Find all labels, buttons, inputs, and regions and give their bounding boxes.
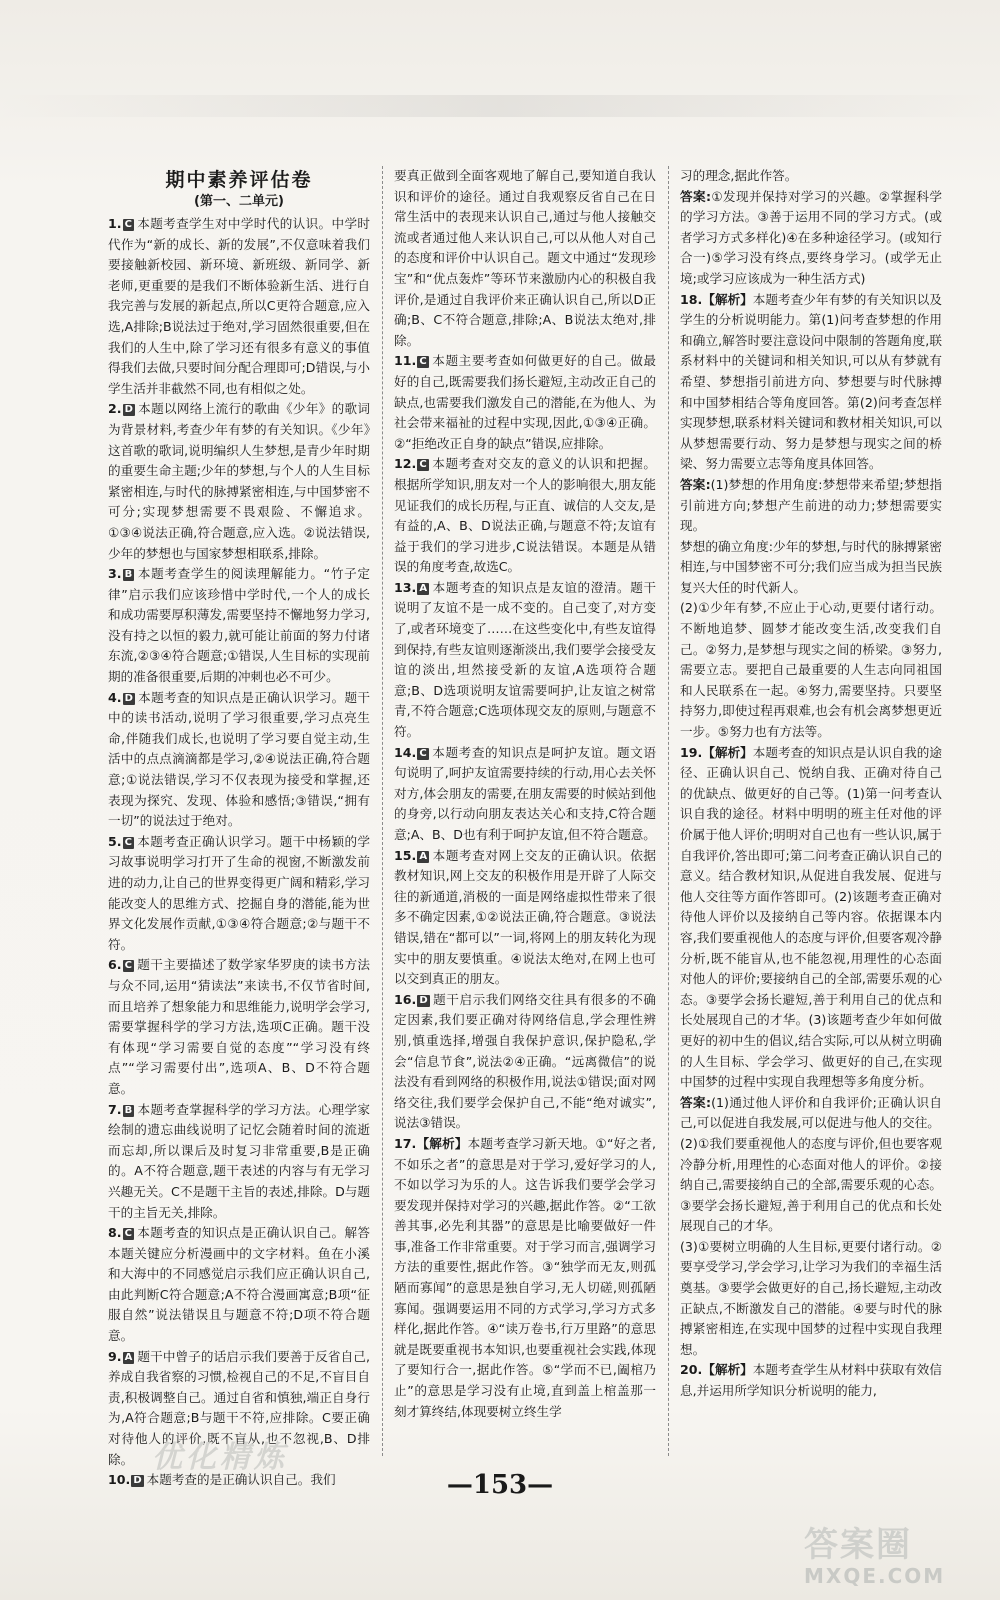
answer-item <box>680 537 942 599</box>
answer-text: 要真正做到全面客观地了解自己,要知道自我认识和评价的途径。通过自我观察反省自己在日常生活中的表现来认识自己,通过与他人接触交流或者通过他人来认识自己,可以从他人对自己的态度和评价中认识自己。题文中通过“发现珍宝”和“优点轰炸”等环节来激励内心的积极自我评价,是通过自我评价来正确认识自己,所以D正确;B、C不符合题意,排除;A、B说法太绝对,排除。 <box>394 168 656 348</box>
answer-label: 答案: <box>680 476 711 492</box>
answer-text: 本题考查学生对中学时代的认识。中学时代作为“新的成长、新的发展”,不仅意味着我们要接触新校园、新环境、新班级、新同学、新老师,更重要的是我们不断体验新生活、进行自我完善与发展的新起点,所以C更符合题意,应入选,A排除;B说法过于绝对,学习固然很重要,但在我们的人生中,除了学习还有很多有意义的事值得我们去做,只要时间分配合理即可;D错误,与小学生活并非截然不同,也有相似之处。 <box>108 216 370 396</box>
answer-text: 题干中曾子的话启示我们要善于反省自己,养成自我省察的习惯,检视自己的不足,不盲目自责,积极调整自己。通过自省和慎独,端正自身行为,A符合题意;B与题干不符,应排除。C要正确对待他人的评价,既不盲从,也不忽视,B、D排除。 <box>108 1348 370 1467</box>
answer-item <box>108 564 370 688</box>
answer-item <box>108 832 370 956</box>
question-number: 4. <box>108 689 122 705</box>
column-middle <box>394 166 656 1466</box>
answer-choice-badge: D <box>124 692 133 704</box>
answer-text: 本题以网络上流行的歌曲《少年》的歌词为背景材料,考查少年有梦的有关知识。《少年》这首歌的歌词,说明编织人生梦想,是青少年时期的重要生命主题;少年的梦想,与个人的人生目标紧密相连,与时代的脉搏紧密相连,与中国梦密不可分;实现梦想需要不畏艰险、不懈追求。①③④说法正确,符合题意,应入选。②说法错误,少年的梦想也与国家梦想相联系,排除。 <box>108 401 370 561</box>
answer-item <box>680 1134 942 1237</box>
question-number: 10. <box>108 1472 131 1488</box>
site-watermark-url: MXQE.COM <box>804 1564 946 1588</box>
answer-choice-badge: D <box>133 1475 142 1487</box>
answer-choice-badge: D <box>124 404 133 416</box>
answer-item <box>108 1223 370 1347</box>
site-watermark-text: 答案圈 <box>804 1525 912 1565</box>
question-number: 2. <box>108 401 122 417</box>
question-number: 18. <box>680 291 703 307</box>
answer-choice-badge: C <box>124 836 132 848</box>
answer-text: 本题主要考查如何做更好的自己。做最好的自己,既需要我们扬长避短,主动改正自己的缺点,也需要我们激发自己的潜能,在为他人、为社会带来福祉的过程中实现,因此,①③④正确。②“拒绝改正自身的缺点”错误,应排除。 <box>394 353 656 451</box>
answer-item <box>394 166 656 351</box>
answer-choice-badge: C <box>124 960 132 972</box>
column-left <box>108 168 370 1488</box>
answer-choice-badge: C <box>124 219 132 230</box>
answer-item <box>394 578 656 743</box>
analysis-tag: 【解析】 <box>416 1135 468 1151</box>
answer-item <box>680 290 942 475</box>
answer-choice-badge: A <box>124 1351 133 1363</box>
question-number: 20. <box>680 1362 703 1378</box>
answer-item <box>680 475 942 537</box>
question-number: 7. <box>108 1101 122 1117</box>
answer-text: (3)①要树立明确的人生目标,更要付诸行动。②要享受学习,学会学习,让学习为我们的幸福生活奠基。③要学会做更好的自己,扬长避短,主动改正缺点,不断激发自己的潜能。④要与时代的脉搏紧密相连,在实现中国梦的过程中实现自我理想。 <box>680 1238 942 1357</box>
answer-list-right <box>680 166 942 1402</box>
answer-text: 本题考查的知识点是正确认识学习。题干中的读书活动,说明了学习很重要,学习点亮生命,伴随我们成长,也说明了学习要自觉主动,生活中的点点滴滴都是学习,②④说法正确,符合题意;①说法错误,学习不仅表现为接受和掌握,还表现为探究、发现、体验和感悟;③错误,“拥有一切”的说法过于绝对。 <box>108 689 370 829</box>
answer-item <box>680 743 942 1093</box>
question-number: 6. <box>108 957 122 973</box>
answer-choice-badge: B <box>124 1104 133 1116</box>
answer-text: (1)通过他人评价和自我评价;正确认识自己,可以促进自我发展,可以促进与他人的交往。 <box>680 1094 942 1131</box>
answer-item <box>680 1360 942 1401</box>
answer-choice-badge: A <box>419 582 428 594</box>
answer-item <box>680 187 942 290</box>
answer-item <box>108 688 370 832</box>
question-number: 3. <box>108 566 122 582</box>
question-number: 19. <box>680 744 703 760</box>
answer-item <box>680 598 942 742</box>
answer-item <box>394 351 656 454</box>
answer-text: 梦想的确立角度:少年的梦想,与时代的脉搏紧密相连,与中国梦密不可分;我们应当成为担当民族复兴大任的时代新人。 <box>680 538 942 595</box>
answer-choice-badge: D <box>419 994 428 1006</box>
question-number: 13. <box>394 579 417 595</box>
column-divider <box>668 166 670 1456</box>
answer-item <box>394 990 656 1134</box>
answer-text: ①发现并保持对学习的兴趣。②掌握科学的学习方法。③善于运用不同的学习方式。(或者学习方式多样化)④在多种途径学习。(或知行合一)⑤学习没有终点,要终身学习。(或学无止境;或学习应该成为一种生活方式) <box>680 188 942 286</box>
column-right <box>680 166 942 1466</box>
question-number: 5. <box>108 833 122 849</box>
answer-item <box>680 1093 942 1134</box>
answer-item <box>108 214 370 399</box>
answer-item <box>394 743 656 846</box>
answer-text: 本题考查的知识点是正确认识自己。解答本题关键应分析漫画中的文字材料。鱼在小溪和大海中的不同感觉启示我们应正确认识自己,由此判断C符合题意;A不符合漫画寓意;B项“征服自然”说法错误且与题意不符;D项不符合题意。 <box>108 1225 370 1344</box>
question-number: 14. <box>394 744 417 760</box>
answer-item <box>680 166 942 187</box>
answer-choice-badge: C <box>419 356 427 368</box>
scan-smudge <box>0 95 1000 117</box>
site-watermark <box>804 1526 974 1596</box>
question-number: 11. <box>394 353 417 369</box>
answer-text: 本题考查的知识点是认识自我的途径、正确认识自己、悦纳自我、正确对待自己的优缺点、做更好的自己等。(1)第一问考查认识自我的途径。材料中明明的班主任对他的评价属于他人评价;明明对自己也有一些认识,属于自我评价,答出即可;第二问考查正确认识自己的意义。结合教材知识,从促进自我发展、促进与他人交往等方面作答即可。(2)该题考查正确对待他人评价以及接纳自己等内容。依据课本内容,我们要重视他人的态度与评价,但要客观冷静分析,既不能盲从,也不能忽视,用理性的心态面对他人的评价;要接纳自己的全部,需要乐观的心态。③要学会扬长避短,善于利用自己的优点和长处展现自己的才华。(3)该题考查少年如何做更好的初中生的倡议,结合实际,可以从树立明确的人生目标、学会学习、做更好的自己,在实现中国梦的过程中实现自我理想等多角度分析。 <box>680 744 943 1090</box>
page-number: —153— <box>446 1470 554 1500</box>
answer-text: 本题考查正确认识学习。题干中杨颖的学习故事说明学习打开了生命的视窗,不断激发前进的动力,让自己的世界变得更广阔和精彩,学习能改变人的思维方式、挖掘自身的潜能,能为世界文化发展作贡献,①③④符合题意;②与题干不符。 <box>108 833 370 952</box>
analysis-tag: 【解析】 <box>702 744 753 760</box>
answer-text: 题干主要描述了数学家华罗庚的读书方法与众不同,运用“猜读法”来读书,不仅节省时间,而且培养了想象能力和思维能力,说明学会学习,需要掌握科学的学习方法,选项C正确。题干没有体现“学习需要自觉的态度”“学习没有终点”“学习需要付出”,选项A、B、D不符合题意。 <box>108 957 370 1096</box>
answer-choice-badge: B <box>124 569 133 581</box>
answer-text: 本题考查的知识点是友谊的澄清。题干说明了友谊不是一成不变的。自己变了,对方变了,或者环境变了……在这些变化中,有些友谊得到保持,有些友谊则逐渐淡出,我们要学会接受友谊的淡出,坦然接受新的友谊,A选项符合题意;B、D选项说明友谊需要呵护,让友谊之树常青,不符合题意;C选项体现交友的原则,与题意不符。 <box>394 579 656 740</box>
question-number: 17. <box>394 1135 417 1151</box>
answer-text: 本题考查掌握科学的学习方法。心理学家绘制的遗忘曲线说明了记忆会随着时间的流逝而忘却,所以课后及时复习非常重要,B是正确的。A不符合题意,题干表述的内容与有无学习兴趣无关。C不是题干主旨的表述,排除。D与题干的主旨无关,排除。 <box>108 1101 370 1220</box>
question-number: 16. <box>394 991 417 1007</box>
page-title: 期中素养评估卷 <box>165 169 313 191</box>
answer-label: 答案: <box>680 188 711 204</box>
answer-text: (2)①我们要重视他人的态度与评价,但也要客观冷静分析,用理性的心态面对他人的评价。②接纳自己,需要接纳自己的全部,需要乐观的心态。③要学会扬长避短,善于利用自己的优点和长处展现自己的才华。 <box>680 1135 942 1234</box>
answer-label: 答案: <box>680 1094 712 1110</box>
answer-text: 本题考查少年有梦的有关知识以及学生的分析说明能力。第(1)问考查梦想的作用和确立,解答时要注意设问中限制的答题角度,联系材料中的关键词和相关知识,可以从有梦就有希望、梦想指引前进方向、梦想要与时代脉搏和中国梦相结合等角度回答。第(2)问考查怎样实现梦想,联系材料关键词和教材相关知识,可以从梦想需要行动、努力是梦想与现实之间的桥梁、努力需要立志等角度具体回答。 <box>680 291 943 472</box>
question-number: 8. <box>108 1225 122 1241</box>
answer-item <box>108 399 370 564</box>
answer-text: 本题考查学生从材料中获取有效信息,并运用所学知识分析说明的能力, <box>680 1362 943 1399</box>
answer-item <box>394 1134 656 1422</box>
answer-item <box>108 1100 370 1224</box>
answer-text: 本题考查对交友的意义的认识和把握。根据所学知识,朋友对一个人的影响很大,朋友能见证我们的成长历程,与正直、诚信的人交友,是有益的,A、B、D说法正确,与题意不符;友谊有益于我们的学习进步,C说法错误。本题是从错误的角度考查,故选C。 <box>394 456 656 575</box>
answer-text: 本题考查学生的阅读理解能力。“竹子定律”启示我们应该珍惜中学时代,一个人的成长和成功需要厚积薄发,需要坚持不懈地努力学习,没有持之以恒的毅力,就可能让前面的努力付诸东流,②③④符合题意;①错误,人生目标的实现前期的准备很重要,后期的冲刺也必不可少。 <box>108 566 370 685</box>
answer-text: 本题考查的知识点是呵护友谊。题文语句说明了,呵护友谊需要持续的行动,用心去关怀对方,体会朋友的需要,在朋友需要的时候站到他的身旁,以行动向朋友表达关心和支持,C符合题意;A、B、D也有利于呵护友谊,但不符合题意。 <box>394 744 656 842</box>
answer-item <box>394 846 656 990</box>
publisher-watermark: 优化精炼 <box>152 1440 288 1475</box>
question-number: 1. <box>108 216 122 231</box>
answer-text: 本题考查学习新天地。①“好之者,不如乐之者”的意思是对于学习,爱好学习的人,不如以学习为乐的人。这告诉我们要学会学习要发现并保持对学习的兴趣,据此作答。②“工欲善其事,必先利其器”的意思是比喻要做好一件事,准备工作非常重要。对于学习而言,强调学习方法的重要性,据此作答。③“独学而无友,则孤陋而寡闻”的意思是独自学习,无人切磋,则孤陋寡闻。强调要运用不同的方式学习,学习方式多样化,据此作答。④“读万卷书,行万里路”的意思就是既要重视书本知识,也要重视社会实践,体现了要知行合一,据此作答。⑤“学而不已,阖棺乃止”的意思是学习没有止境,直到盖上棺盖那一刻才算终结,体现要树立终生学 <box>394 1135 657 1419</box>
answer-item <box>108 955 370 1099</box>
answer-choice-badge: C <box>419 459 427 471</box>
answer-list-left <box>108 214 370 1491</box>
answer-list-middle <box>394 166 656 1422</box>
answer-item <box>680 1237 942 1361</box>
answer-item <box>394 454 656 578</box>
question-number: 9. <box>108 1348 122 1364</box>
answer-text: (2)①少年有梦,不应止于心动,更要付诸行动。不断地追梦、圆梦才能改变生活,改变我们自己。②努力,是梦想与现实之间的桥梁。③努力,需要立志。要把自己最重要的人生志向同祖国和人民联系在一起。④努力,需要坚持。只要坚持努力,即使过程再艰难,也会有机会离梦想更近一步。⑤努力也有方法等。 <box>680 600 942 740</box>
page-subtitle: (第一、二单元) <box>194 194 284 209</box>
answer-text: 本题考查对网上交友的正确认识。依据教材知识,网上交友的积极作用是开辟了人际交往的新通道,消极的一面是网络虚拟性带来了很多不确定因素,①②说法正确,符合题意。③说法错误,错在“都可以”一词,将网上的朋友转化为现实中的朋友要慎重。④说法太绝对,在网上也可以交到真正的朋友。 <box>394 847 656 987</box>
answer-text: 习的理念,据此作答。 <box>680 168 798 183</box>
answer-text: 本题考查的是正确认识自己。我们 <box>146 1472 336 1488</box>
question-number: 12. <box>394 456 417 472</box>
column-divider <box>382 166 384 1456</box>
answer-choice-badge: C <box>124 1228 132 1240</box>
answer-choice-badge: C <box>419 747 427 759</box>
answer-text: (1)梦想的作用角度:梦想带来希望;梦想指引前进方向;梦想产生前进的动力;梦想需要实现。 <box>680 476 942 534</box>
answer-text: 题干启示我们网络交往具有很多的不确定因素,我们要正确对待网络信息,学会理性辨别,慎重选择,增强自我保护意识,保护隐私,学会“信息节食”,说法②④正确。“远离微信”的说法没有看到网络的积极作用,说法①错误;面对网络交往,我们要学会保护自己,不能“绝对诚实”,说法③错误。 <box>394 991 656 1131</box>
analysis-tag: 【解析】 <box>702 291 753 307</box>
answer-choice-badge: A <box>419 850 428 862</box>
question-number: 15. <box>394 847 417 863</box>
analysis-tag: 【解析】 <box>702 1362 753 1378</box>
